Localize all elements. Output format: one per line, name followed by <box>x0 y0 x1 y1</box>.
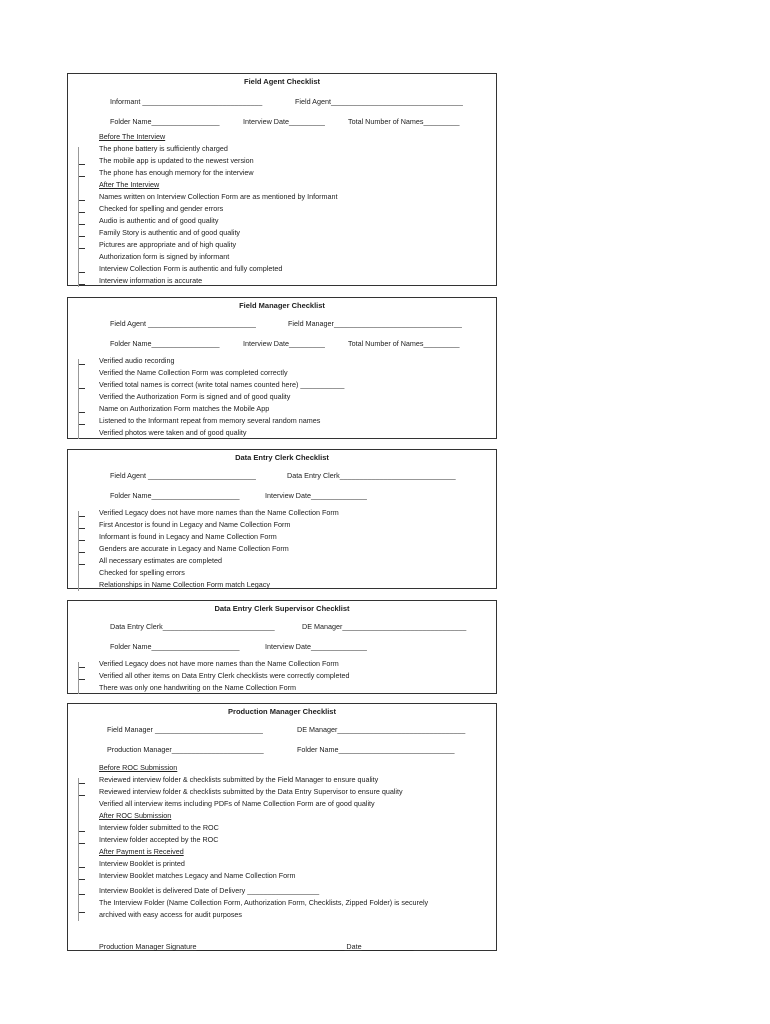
checklist-item: Verified the Authorization Form is signed and of good quality <box>99 392 291 401</box>
checklist-title: Field Agent Checklist <box>244 77 320 86</box>
checkbox-line[interactable] <box>79 831 85 832</box>
checklist-item: archived with easy access for audit purposes <box>99 910 243 919</box>
checklist-title: Field Manager Checklist <box>239 301 325 310</box>
checklist-item: Interview Booklet matches Legacy and Name Collection Form <box>99 871 296 880</box>
checkbox-line[interactable] <box>79 843 85 844</box>
checklist-item: Interview Collection Form is authentic and fully completed <box>99 264 283 273</box>
checkbox-line[interactable] <box>79 272 85 273</box>
checklist-item: Interview information is accurate <box>99 276 203 285</box>
checkbox-line[interactable] <box>79 516 85 517</box>
form-field[interactable]: Total Number of Names_________ <box>348 339 460 348</box>
section-heading: After Payment is Received <box>99 847 184 856</box>
checklist-item: The phone battery is sufficiently charged <box>99 144 228 153</box>
checkbox-line[interactable] <box>79 552 85 553</box>
checklist-item: First Ancestor is found in Legacy and Name Collection Form <box>99 520 291 529</box>
checkbox-line[interactable] <box>79 588 85 589</box>
section-heading: Before ROC Submission <box>99 763 178 772</box>
form-field[interactable]: Field Agent ___________________________ <box>110 471 256 480</box>
signature-line[interactable]: Production Manager Signature_____________________________________ Date_____________ <box>99 942 414 951</box>
checklist-item: There was only one handwriting on the Name Collection Form <box>99 683 296 692</box>
checkbox-line[interactable] <box>79 164 85 165</box>
checkbox-line[interactable] <box>79 284 85 285</box>
form-field[interactable]: DE Manager_______________________________ <box>302 622 467 631</box>
checklist-item: Name on Authorization Form matches the Mobile App <box>99 404 270 413</box>
form-field[interactable]: Folder Name______________________ <box>110 642 240 651</box>
checklist-item: Verified all interview items including PDFs of Name Collection Form are of good quality <box>99 799 375 808</box>
checkbox-column-line <box>78 662 79 694</box>
checkbox-line[interactable] <box>79 912 85 913</box>
data-entry-supervisor-checklist <box>67 600 497 694</box>
checkbox-line[interactable] <box>79 679 85 680</box>
checklist-item: Checked for spelling errors <box>99 568 185 577</box>
form-field[interactable]: Field Manager________________________________ <box>288 319 462 328</box>
form-field[interactable]: Total Number of Names_________ <box>348 117 460 126</box>
checkbox-column-line <box>78 147 79 287</box>
checklist-item: Relationships in Name Collection Form match Legacy <box>99 580 270 589</box>
form-field[interactable]: Field Agent ___________________________ <box>110 319 256 328</box>
checkbox-line[interactable] <box>79 879 85 880</box>
form-field[interactable]: Field Agent_________________________________ <box>295 97 463 106</box>
checkbox-line[interactable] <box>79 667 85 668</box>
form-field[interactable]: Folder Name_____________________________ <box>297 745 455 754</box>
checklist-item: The Interview Folder (Name Collection Form, Authorization Form, Checklists, Zipped Folder) is securely <box>99 898 429 907</box>
checklist-item: Authorization form is signed by informant <box>99 252 230 261</box>
checklist-item: Verified all other items on Data Entry Clerk checklists were correctly completed <box>99 671 350 680</box>
checklist-item: Interview Booklet is delivered Date of Delivery __________________ <box>99 886 320 895</box>
field-agent-checklist <box>67 73 497 286</box>
checkbox-line[interactable] <box>79 364 85 365</box>
checklist-title: Production Manager Checklist <box>228 707 336 716</box>
checklist-item: Verified Legacy does not have more names than the Name Collection Form <box>99 508 339 517</box>
form-field[interactable]: Interview Date______________ <box>265 642 367 651</box>
checkbox-line[interactable] <box>79 424 85 425</box>
form-field[interactable]: Data Entry Clerk_____________________________ <box>287 471 456 480</box>
checkbox-line[interactable] <box>79 412 85 413</box>
checkbox-line[interactable] <box>79 200 85 201</box>
checkbox-line[interactable] <box>79 867 85 868</box>
form-field[interactable]: Interview Date______________ <box>265 491 367 500</box>
checkbox-line[interactable] <box>79 783 85 784</box>
section-heading: After The Interview <box>99 180 160 189</box>
checklist-item: Listened to the Informant repeat from memory several random names <box>99 416 321 425</box>
form-field[interactable]: Informant ______________________________ <box>110 97 263 106</box>
form-field[interactable]: Folder Name______________________ <box>110 491 240 500</box>
checklist-item: All necessary estimates are completed <box>99 556 223 565</box>
checkbox-line[interactable] <box>79 528 85 529</box>
section-heading: Before The Interview <box>99 132 166 141</box>
form-field[interactable]: Data Entry Clerk____________________________ <box>110 622 275 631</box>
checklist-item: Interview folder submitted to the ROC <box>99 823 219 832</box>
form-field[interactable]: DE Manager________________________________ <box>297 725 466 734</box>
form-field[interactable]: Interview Date_________ <box>243 117 325 126</box>
form-field[interactable]: Folder Name_________________ <box>110 117 220 126</box>
checkbox-line[interactable] <box>79 894 85 895</box>
checkbox-line[interactable] <box>79 248 85 249</box>
form-field[interactable]: Folder Name_________________ <box>110 339 220 348</box>
production-manager-checklist <box>67 703 497 951</box>
checkbox-line[interactable] <box>79 236 85 237</box>
checkbox-line[interactable] <box>79 212 85 213</box>
checkbox-line[interactable] <box>79 564 85 565</box>
checkbox-line[interactable] <box>79 540 85 541</box>
form-field[interactable]: Field Manager ___________________________ <box>107 725 263 734</box>
checklist-item: Interview folder accepted by the ROC <box>99 835 219 844</box>
checklist-item: Audio is authentic and of good quality <box>99 216 219 225</box>
checklist-item: Verified photos were taken and of good quality <box>99 428 247 437</box>
checklist-item: Reviewed interview folder & checklists submitted by the Data Entry Supervisor to ensure quality <box>99 787 403 796</box>
checklist-item: Names written on Interview Collection Form are as mentioned by Informant <box>99 192 338 201</box>
form-field[interactable]: Interview Date_________ <box>243 339 325 348</box>
checklist-title: Data Entry Clerk Checklist <box>235 453 329 462</box>
checkbox-line[interactable] <box>79 388 85 389</box>
checkbox-column-line <box>78 778 79 921</box>
checkbox-line[interactable] <box>79 224 85 225</box>
checkbox-line[interactable] <box>79 176 85 177</box>
field-manager-checklist <box>67 297 497 439</box>
checklist-item: Reviewed interview folder & checklists submitted by the Field Manager to ensure quality <box>99 775 379 784</box>
checklist-item: The mobile app is updated to the newest version <box>99 156 254 165</box>
form-field[interactable]: Production Manager_______________________ <box>107 745 264 754</box>
checklist-item: Verified audio recording <box>99 356 175 365</box>
checkbox-line[interactable] <box>79 795 85 796</box>
checklist-title: Data Entry Clerk Supervisor Checklist <box>214 604 350 613</box>
checklist-item: Interview Booklet is printed <box>99 859 185 868</box>
checkbox-column-line <box>78 359 79 439</box>
checkbox-column-line <box>78 511 79 591</box>
data-entry-clerk-checklist <box>67 449 497 589</box>
checklist-item: Verified Legacy does not have more names than the Name Collection Form <box>99 659 339 668</box>
section-heading: After ROC Submission <box>99 811 172 820</box>
checklist-item: Checked for spelling and gender errors <box>99 204 224 213</box>
checklist-item: Verified the Name Collection Form was completed correctly <box>99 368 288 377</box>
checklist-item: Informant is found in Legacy and Name Collection Form <box>99 532 277 541</box>
checklist-item: Family Story is authentic and of good quality <box>99 228 241 237</box>
checklist-item: Pictures are appropriate and of high quality <box>99 240 237 249</box>
checklist-item: The phone has enough memory for the interview <box>99 168 254 177</box>
checklist-item: Genders are accurate in Legacy and Name Collection Form <box>99 544 289 553</box>
checklist-item: Verified total names is correct (write total names counted here) ___________ <box>99 380 345 389</box>
